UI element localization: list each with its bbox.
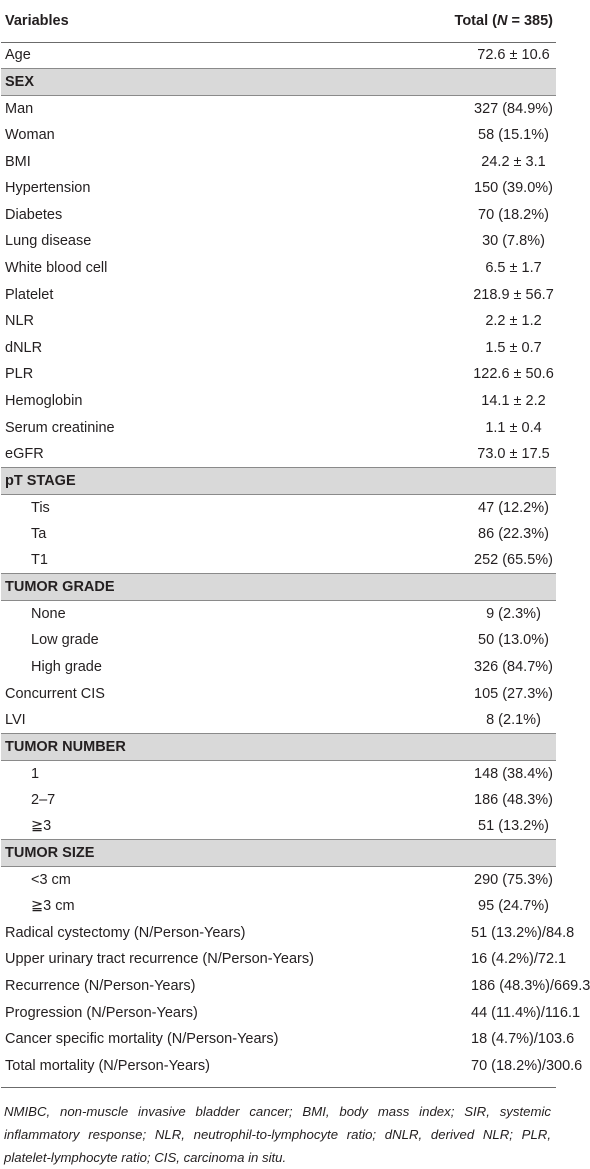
header-row bbox=[1, 0, 556, 42]
total-value: 44 (11.4%)/116.1 bbox=[471, 1004, 581, 1021]
section-label: SEX bbox=[1, 69, 556, 96]
table-row bbox=[1, 999, 556, 1026]
table-row bbox=[1, 494, 556, 521]
table-row bbox=[1, 1053, 556, 1080]
total-value: 326 (84.7%) bbox=[474, 658, 553, 675]
table-row bbox=[1, 866, 556, 893]
table-row bbox=[1, 175, 556, 202]
total-value: 16 (4.2%)/72.1 bbox=[471, 951, 567, 968]
total-value: 95 (24.7%) bbox=[478, 898, 549, 915]
table-row bbox=[1, 547, 556, 574]
variable-label: Age bbox=[5, 47, 31, 64]
section-row bbox=[1, 574, 556, 601]
variable-label: Progression (N/Person-Years) bbox=[5, 1004, 198, 1021]
total-value: 150 (39.0%) bbox=[474, 180, 553, 197]
table-row bbox=[1, 308, 556, 335]
total-value: 50 (13.0%) bbox=[478, 632, 549, 649]
total-value: 1.5 ± 0.7 bbox=[485, 339, 542, 356]
variable-label: Upper urinary tract recurrence (N/Person-Years) bbox=[5, 951, 314, 968]
total-value: 72.6 ± 10.6 bbox=[477, 47, 550, 64]
total-value: 24.2 ± 3.1 bbox=[481, 153, 546, 170]
variable-label: Tis bbox=[31, 499, 50, 516]
section-row bbox=[1, 733, 556, 760]
total-value: 51 (13.2%)/84.8 bbox=[471, 924, 575, 941]
variable-label: dNLR bbox=[5, 339, 43, 356]
header-total-n: N bbox=[496, 12, 508, 29]
variable-label: Cancer specific mortality (N/Person-Years) bbox=[5, 1031, 279, 1048]
total-value: 70 (18.2%)/300.6 bbox=[471, 1057, 583, 1074]
table-row bbox=[1, 388, 556, 415]
variable-label: eGFR bbox=[5, 445, 44, 462]
table-row bbox=[1, 148, 556, 175]
table-row bbox=[1, 654, 556, 681]
section-label: pT STAGE bbox=[1, 468, 556, 495]
variable-label: High grade bbox=[31, 658, 102, 675]
variable-label: Platelet bbox=[5, 286, 54, 303]
table-row bbox=[1, 255, 556, 282]
total-value: 58 (15.1%) bbox=[478, 127, 549, 144]
total-value: 186 (48.3%)/669.3 bbox=[471, 978, 590, 995]
variable-label: LVI bbox=[5, 711, 26, 728]
variable-label: Woman bbox=[5, 127, 55, 144]
table-row bbox=[1, 707, 556, 734]
total-value: 70 (18.2%) bbox=[478, 206, 549, 223]
variable-label: PLR bbox=[5, 366, 34, 383]
section-row bbox=[1, 69, 556, 96]
total-value: 6.5 ± 1.7 bbox=[485, 260, 542, 277]
total-value: 47 (12.2%) bbox=[478, 499, 549, 516]
section-row bbox=[1, 840, 556, 867]
total-value: 30 (7.8%) bbox=[482, 233, 545, 250]
variable-label: Total mortality (N/Person-Years) bbox=[5, 1057, 210, 1074]
variable-label: ≧3 bbox=[31, 818, 52, 835]
total-value: 9 (2.3%) bbox=[486, 606, 541, 623]
total-value: 8 (2.1%) bbox=[486, 711, 541, 728]
total-value: 252 (65.5%) bbox=[474, 552, 553, 569]
table-body bbox=[1, 42, 590, 1079]
variable-label: NLR bbox=[5, 313, 35, 330]
header-total-suffix: = 385) bbox=[507, 12, 553, 29]
total-value: 148 (38.4%) bbox=[474, 765, 553, 782]
total-value: 290 (75.3%) bbox=[474, 871, 553, 888]
section-label: TUMOR GRADE bbox=[1, 574, 556, 601]
section-label: TUMOR SIZE bbox=[1, 840, 556, 867]
variable-label: Lung disease bbox=[5, 233, 92, 250]
variable-label: Concurrent CIS bbox=[5, 685, 105, 702]
total-value: 2.2 ± 1.2 bbox=[485, 313, 542, 330]
table-row bbox=[1, 920, 556, 947]
table-row bbox=[1, 441, 556, 468]
table-row bbox=[1, 680, 556, 707]
table-footnote: NMIBC, non-muscle invasive bladder cancer; BMI, body mass index; SIR, systemic inflammatory response; NLR, neutrophil-to-lymphocyte ratio; dNLR, derived NLR; PLR, platelet-lymphocyte ratio; CIS, carcinoma in situ. bbox=[4, 1104, 551, 1166]
table-row bbox=[1, 42, 556, 69]
table-row bbox=[1, 600, 556, 627]
table-row bbox=[1, 813, 556, 840]
table-row bbox=[1, 521, 556, 548]
variable-label: Diabetes bbox=[5, 206, 63, 223]
variable-label: None bbox=[31, 606, 66, 623]
variable-label: 1 bbox=[31, 765, 40, 782]
section-row bbox=[1, 468, 556, 495]
total-value: 18 (4.7%)/103.6 bbox=[471, 1031, 575, 1048]
total-value: 105 (27.3%) bbox=[474, 685, 553, 702]
total-value: 186 (48.3%) bbox=[474, 791, 553, 808]
variable-label: Low grade bbox=[31, 632, 99, 649]
table-row bbox=[1, 122, 556, 149]
table-row bbox=[1, 95, 556, 122]
header-variables: Variables bbox=[1, 0, 331, 42]
variable-label: 2–7 bbox=[31, 791, 56, 808]
variable-label: <3 cm bbox=[31, 871, 71, 888]
variable-label: T1 bbox=[31, 552, 48, 569]
characteristics-table bbox=[1, 0, 590, 1079]
table-row bbox=[1, 335, 556, 362]
variable-label: ≧3 cm bbox=[31, 898, 75, 915]
total-value: 1.1 ± 0.4 bbox=[485, 419, 542, 436]
variable-label: Recurrence (N/Person-Years) bbox=[5, 978, 196, 995]
header-total bbox=[331, 0, 556, 42]
variable-label: Serum creatinine bbox=[5, 419, 115, 436]
table-row bbox=[1, 202, 556, 229]
table-row bbox=[1, 281, 556, 308]
total-value: 86 (22.3%) bbox=[478, 525, 549, 542]
table-row bbox=[1, 414, 556, 441]
total-value: 218.9 ± 56.7 bbox=[473, 286, 554, 303]
table-header bbox=[1, 0, 556, 42]
table-row bbox=[1, 1026, 556, 1053]
table-row bbox=[1, 787, 556, 814]
total-value: 73.0 ± 17.5 bbox=[477, 445, 550, 462]
variable-label: White blood cell bbox=[5, 260, 108, 277]
table-row bbox=[1, 228, 556, 255]
total-value: 327 (84.9%) bbox=[474, 100, 553, 117]
total-value: 51 (13.2%) bbox=[478, 818, 549, 835]
variable-label: Radical cystectomy (N/Person-Years) bbox=[5, 924, 246, 941]
table-row bbox=[1, 760, 556, 787]
section-label: TUMOR NUMBER bbox=[1, 733, 556, 760]
total-value: 122.6 ± 50.6 bbox=[473, 366, 554, 383]
variable-label: BMI bbox=[5, 153, 31, 170]
table-row bbox=[1, 973, 556, 1000]
header-total-prefix: Total ( bbox=[454, 12, 497, 29]
table-row bbox=[1, 946, 556, 973]
table-row bbox=[1, 893, 556, 920]
variable-label: Hemoglobin bbox=[5, 393, 83, 410]
variable-label: Hypertension bbox=[5, 180, 91, 197]
variable-label: Man bbox=[5, 100, 34, 117]
variable-label: Ta bbox=[31, 525, 47, 542]
table-row bbox=[1, 361, 556, 388]
table-row bbox=[1, 627, 556, 654]
total-value: 14.1 ± 2.2 bbox=[481, 393, 546, 410]
